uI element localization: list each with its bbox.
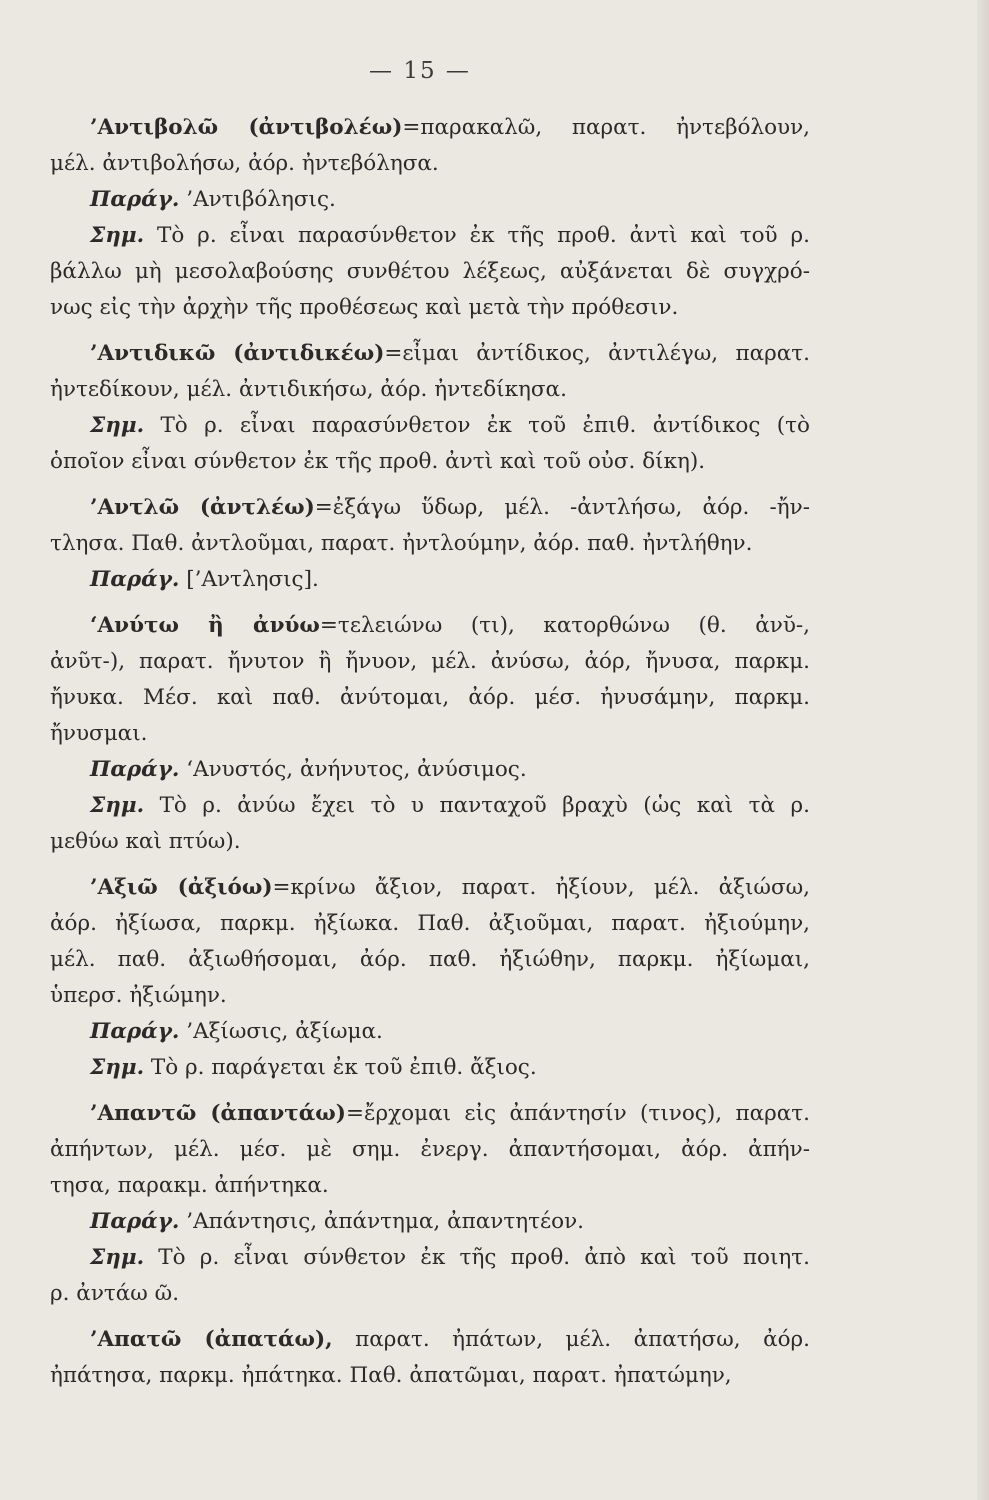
entry-line <box>50 1358 810 1394</box>
entry-line <box>50 906 810 942</box>
entry-spacer <box>50 326 810 336</box>
subsection-first-line <box>50 1014 810 1050</box>
dictionary-entry <box>50 336 810 480</box>
entry-first-line <box>50 608 810 644</box>
subsection-first-line <box>50 788 810 824</box>
entry-text: =παρακαλῶ, παρατ. ἠντεβόλουν, <box>402 115 810 140</box>
entry-text: παρατ. ἠπάτων, μέλ. ἀπατήσω, ἀόρ. <box>332 1327 810 1352</box>
subsection-text: Τὸ ρ. εἶναι σύνθετον ἐκ τῆς προθ. ἀπὸ καὶ τοῦ ποιητ. <box>158 1245 810 1270</box>
entry-text: =τελειώνω (τι), κατορθώνω (θ. ἀνῠ-, <box>319 613 810 638</box>
subsection-line <box>50 444 810 480</box>
entry-first-line <box>50 870 810 906</box>
entry-line <box>50 942 810 978</box>
entry-spacer <box>50 860 810 870</box>
entry-headword: ’Απατῶ (ἀπατάω), <box>90 1327 333 1352</box>
dictionary-entry <box>50 1322 810 1394</box>
entry-line <box>50 680 810 716</box>
entry-headword: ’Αντιβολῶ (ἀντιβολέω) <box>90 115 403 140</box>
entry-text: ἤνυσμαι. <box>50 721 148 746</box>
subsection-label: Σημ. <box>90 793 145 818</box>
entry-text: ἀπήντων, μέλ. μέσ. μὲ σημ. ἐνεργ. ἀπαντήσομαι, ἀόρ. ἀπήν- <box>50 1137 810 1162</box>
subsection-first-line <box>50 182 810 218</box>
subsection-text: μεθύω καὶ πτύω). <box>50 829 241 854</box>
subsection-label: Σημ. <box>90 1055 145 1080</box>
entry-headword: ’Αντλῶ (ἀντλέω) <box>90 495 315 520</box>
subsection-label: Σημ. <box>90 1245 145 1270</box>
entry-spacer <box>50 480 810 490</box>
entry-headword: ’Απαντῶ (ἀπαντάω) <box>90 1101 346 1126</box>
entry-line <box>50 716 810 752</box>
entry-line <box>50 1168 810 1204</box>
entry-headword: ’Αντιδικῶ (ἀντιδικέω) <box>90 341 385 366</box>
entry-first-line <box>50 336 810 372</box>
subsection-text: Τὸ ρ. εἶναι παρασύνθετον ἐκ τοῦ ἐπιθ. ἀντίδικος (τὸ <box>160 413 810 438</box>
dictionary-content <box>50 110 810 1394</box>
subsection-text: βάλλω μὴ μεσολαβούσης συνθέτου λέξεως, αὐξάνεται δὲ συγχρό- <box>50 259 810 284</box>
entry-text: τλησα. Παθ. ἀντλοῦμαι, παρατ. ἠντλούμην, ἀόρ. παθ. ἠντλήθην. <box>50 531 753 556</box>
entry-spacer <box>50 598 810 608</box>
subsection-text: νως εἰς τὴν ἀρχὴν τῆς προθέσεως καὶ μετὰ τὴν πρόθεσιν. <box>50 295 679 320</box>
subsection-label: Παράγ. <box>90 757 180 782</box>
entry-first-line <box>50 1096 810 1132</box>
entry-headword: ‘Ανύτω ἢ ἀνύω <box>90 613 320 638</box>
entry-text: =ἔρχομαι εἰς ἀπάντησίν (τινος), παρατ. <box>345 1101 810 1126</box>
dictionary-entry <box>50 1096 810 1312</box>
subsection-label: Σημ. <box>90 223 145 248</box>
subsection-first-line <box>50 562 810 598</box>
entry-text: μέλ. παθ. ἀξιωθήσομαι, ἀόρ. παθ. ἠξιώθην, παρκμ. ἠξίωμαι, <box>50 947 810 972</box>
subsection-line <box>50 254 810 290</box>
entry-line <box>50 526 810 562</box>
entry-text: ἠπάτησα, παρκμ. ἠπάτηκα. Παθ. ἀπατῶμαι, παρατ. ἠπατώμην, <box>50 1363 732 1388</box>
entry-text: μέλ. ἀντιβολήσω, ἀόρ. ἠντεβόλησα. <box>50 151 439 176</box>
subsection-line <box>50 1276 810 1312</box>
subsection-label: Παράγ. <box>90 187 180 212</box>
entry-text: ἠντεδίκουν, μέλ. ἀντιδικήσω, ἀόρ. ἠντεδίκησα. <box>50 377 567 402</box>
entry-first-line <box>50 490 810 526</box>
page-number: — 15 — <box>369 58 471 84</box>
entry-line <box>50 1132 810 1168</box>
subsection-text: ὁποῖον εἶναι σύνθετον ἐκ τῆς προθ. ἀντὶ καὶ τοῦ οὐσ. δίκη). <box>50 449 706 474</box>
dictionary-entry <box>50 870 810 1086</box>
entry-line <box>50 978 810 1014</box>
dictionary-entry <box>50 490 810 598</box>
entry-spacer <box>50 1312 810 1322</box>
dictionary-entry <box>50 608 810 860</box>
entry-text: τησα, παρακμ. ἀπήντηκα. <box>50 1173 329 1198</box>
subsection-text: Τὸ ρ. εἶναι παρασύνθετον ἐκ τῆς προθ. ἀντὶ καὶ τοῦ ρ. <box>156 223 810 248</box>
subsection-label: Σημ. <box>90 413 145 438</box>
entry-first-line <box>50 110 810 146</box>
subsection-first-line <box>50 1240 810 1276</box>
dictionary-entry <box>50 110 810 326</box>
entry-text: =εἶμαι ἀντίδικος, ἀντιλέγω, παρατ. <box>384 341 810 366</box>
subsection-line <box>50 824 810 860</box>
subsection-label: Παράγ. <box>90 1209 180 1234</box>
subsection-text: [’Αντλησις]. <box>186 567 319 592</box>
entry-line <box>50 146 810 182</box>
subsection-text: ρ. ἀντάω ῶ. <box>50 1281 180 1306</box>
page-gutter-shadow <box>977 0 989 1500</box>
entry-line <box>50 372 810 408</box>
subsection-label: Παράγ. <box>90 567 180 592</box>
entry-text: ἀόρ. ἠξίωσα, παρκμ. ἠξίωκα. Παθ. ἀξιοῦμαι, παρατ. ἠξιούμην, <box>50 911 810 936</box>
subsection-text: ’Αξίωσις, ἀξίωμα. <box>186 1019 383 1044</box>
entry-first-line <box>50 1322 810 1358</box>
entry-headword: ’Αξιῶ (ἀξιόω) <box>90 875 273 900</box>
entry-text: =ἐξάγω ὕδωρ, μέλ. -ἀντλήσω, ἀόρ. -ἤν- <box>314 495 810 520</box>
subsection-text: Τὸ ρ. παράγεται ἐκ τοῦ ἐπιθ. ἄξιος. <box>150 1055 537 1080</box>
entry-text: ἤνυκα. Μέσ. καὶ παθ. ἀνύτομαι, ἀόρ. μέσ. ἠνυσάμην, παρκμ. <box>50 685 810 710</box>
subsection-text: ’Αντιβόλησις. <box>186 187 336 212</box>
subsection-first-line <box>50 1204 810 1240</box>
entry-spacer <box>50 1086 810 1096</box>
subsection-first-line <box>50 218 810 254</box>
subsection-line <box>50 290 810 326</box>
entry-text: =κρίνω ἄξιον, παρατ. ἠξίουν, μέλ. ἀξιώσω, <box>272 875 810 900</box>
entry-line <box>50 644 810 680</box>
entry-text: ὑπερσ. ἠξιώμην. <box>50 983 227 1008</box>
subsection-first-line <box>50 408 810 444</box>
subsection-first-line <box>50 752 810 788</box>
subsection-label: Παράγ. <box>90 1019 180 1044</box>
subsection-first-line <box>50 1050 810 1086</box>
subsection-text: Τὸ ρ. ἀνύω ἔχει τὸ υ πανταχοῦ βραχὺ (ὡς καὶ τὰ ρ. <box>159 793 810 818</box>
entry-text: ἀνῦτ-), παρατ. ἤνυτον ἢ ἤνυον, μέλ. ἀνύσω, ἀόρ, ἤνυσα, παρκμ. <box>50 649 810 674</box>
subsection-text: ’Απάντησις, ἀπάντημα, ἀπαντητέον. <box>186 1209 584 1234</box>
subsection-text: ‘Ανυστός, ἀνήνυτος, ἀνύσιμος. <box>186 757 527 782</box>
